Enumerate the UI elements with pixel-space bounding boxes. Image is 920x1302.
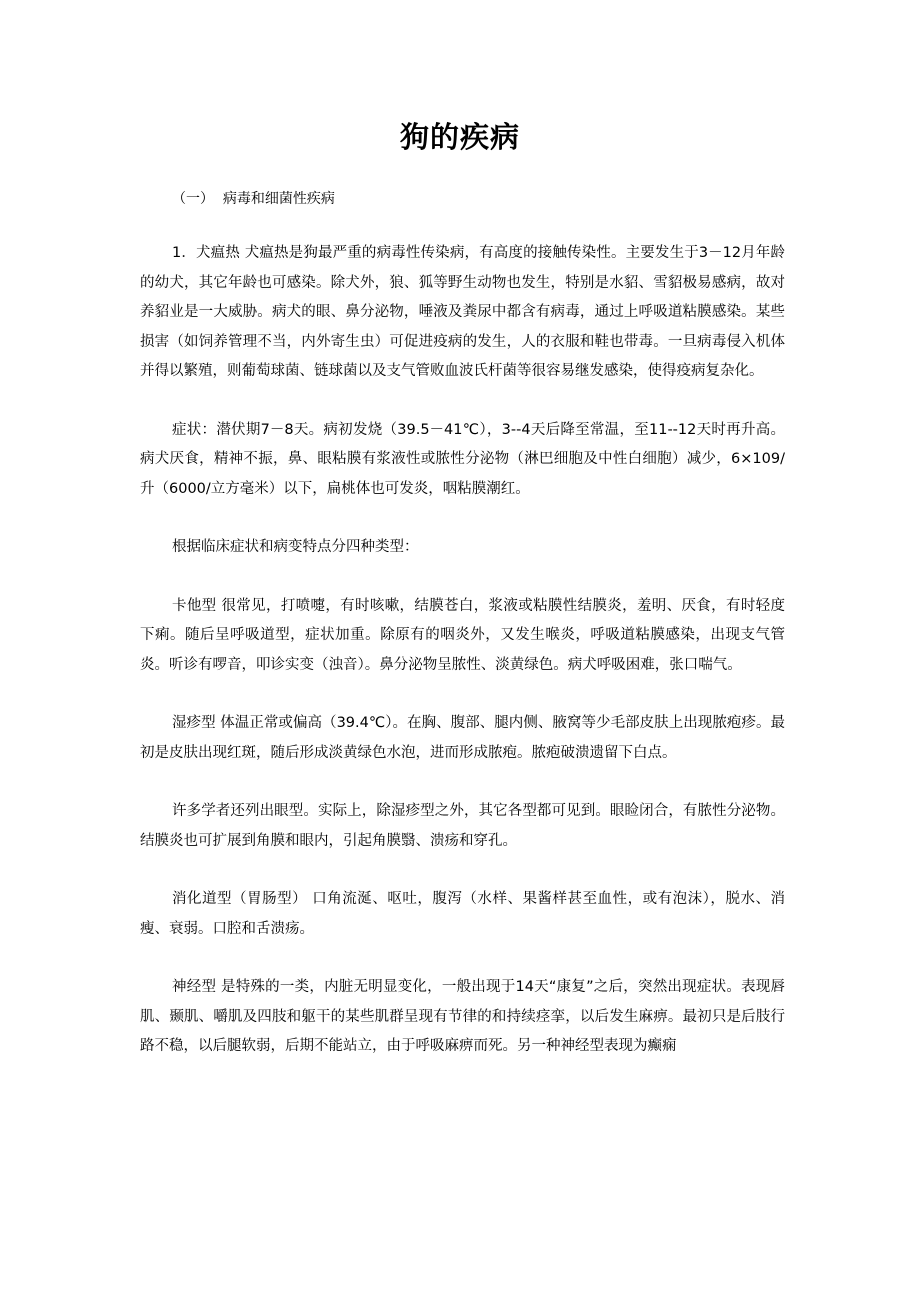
paragraph-catarrhal-type: 卡他型 很常见，打喷嚏，有时咳嗽，结膜苍白，浆液或粘膜性结膜炎，羞明、厌食，有时轻度下痢。随后呈呼吸道型，症状加重。除原有的咽炎外，又发生喉炎，呼吸道粘膜感染，出现支气管炎。听诊有啰音，叩诊实变（浊音）。鼻分泌物呈脓性、淡黄绿色。病犬呼吸困难，张口喘气。 (140, 597, 785, 673)
paragraph-types-intro: 根据临床症状和病变特点分四种类型： (172, 539, 419, 555)
paragraph-eye-type: 许多学者还列出眼型。实际上，除湿疹型之外，其它各型都可见到。眼睑闭合，有脓性分泌物。结膜炎也可扩展到角膜和眼内，引起角膜翳、溃疡和穿孔。 (140, 803, 785, 849)
paragraph-canine-distemper: 1．犬瘟热 犬瘟热是狗最严重的病毒性传染病，有高度的接触传染性。主要发生于3－12月年龄的幼犬，其它年龄也可感染。除犬外，狼、狐等野生动物也发生，特别是水貂、雪貂极易感病，故对养貂业是一大威胁。病犬的眼、鼻分泌物，唾液及粪尿中都含有病毒，通过上呼吸道粘膜感染。某些损害（如饲养管理不当，内外寄生虫）可促进疫病的发生，人的衣服和鞋也带毒。一旦病毒侵入机体并得以繁殖，则葡萄球菌、链球菌以及支气管败血波氏杆菌等很容易继发感染，使得疫病复杂化。 (140, 245, 785, 379)
page-title: 狗的疾病 (399, 120, 520, 154)
paragraph-eczema-type: 湿疹型 体温正常或偏高（39.4℃）。在胸、腹部、腿内侧、腋窝等少毛部皮肤上出现脓疱疹。最初是皮肤出现红斑，随后形成淡黄绿色水泡，进而形成脓疱。脓疱破溃遗留下白点。 (140, 715, 785, 761)
paragraph-digestive-type: 消化道型（胃肠型） 口角流涎、呕吐，腹泻（水样、果酱样甚至血性，或有泡沫），脱水、消瘦、衰弱。口腔和舌溃疡。 (140, 891, 785, 937)
paragraph-symptoms: 症状：潜伏期7－8天。病初发烧（39.5－41℃），3--4天后降至常温，至11--12天时再升高。病犬厌食，精神不振，鼻、眼粘膜有浆液性或脓性分泌物（淋巴细胞及中性白细胞）减少，6×109/升（6000/立方毫米）以下，扁桃体也可发炎，咽粘膜潮红。 (140, 421, 785, 497)
section-heading: （一） 病毒和细菌性疾病 (172, 191, 335, 207)
paragraph-nervous-type: 神经型 是特殊的一类，内脏无明显变化，一般出现于14天“康复”之后，突然出现症状。表现唇肌、颞肌、嚼肌及四肢和躯干的某些肌群呈现有节律的和持续痉挛，以后发生麻痹。最初只是后肢行路不稳，以后腿软弱，后期不能站立，由于呼吸麻痹而死。另一种神经型表现为癫痫 (140, 979, 785, 1054)
document-body (140, 239, 785, 1091)
